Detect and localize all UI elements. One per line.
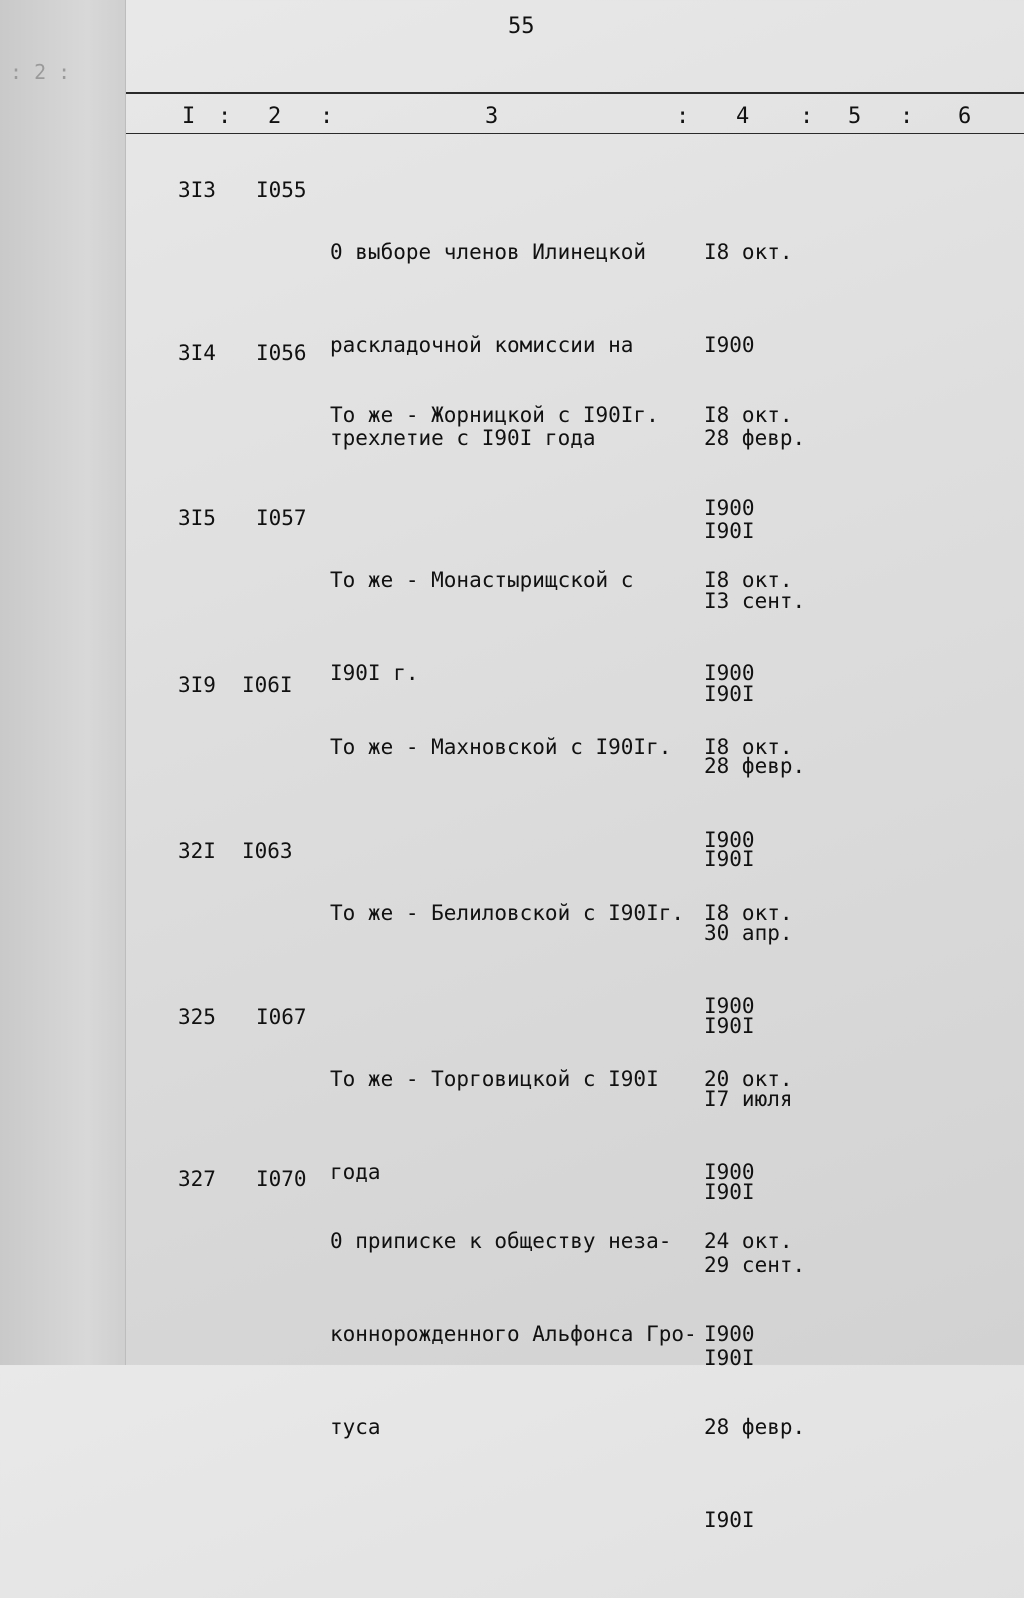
title-line: 0 выборе членов Илинецкой: [330, 240, 647, 264]
title-line: 0 приписке к обществу неза-: [330, 1229, 672, 1253]
title-line: туса: [330, 1415, 381, 1439]
file-number: I06I: [242, 673, 293, 697]
left-page-edge: [0, 0, 126, 1365]
row-title: [330, 670, 671, 825]
start-date: I8 окт.: [704, 568, 793, 592]
title-line: трехлетие с I90I года: [330, 426, 596, 450]
title-line: То же - Махновской с I90Iг.: [330, 735, 672, 759]
end-date: 28 февр.: [704, 426, 806, 450]
start-date: 24 окт.: [704, 1229, 793, 1253]
start-year: I900: [704, 333, 755, 357]
row-title: [330, 1164, 697, 1505]
start-year: I900: [704, 661, 755, 685]
end-date: 29 сент.: [704, 1253, 806, 1277]
end-year: I90I: [704, 682, 755, 706]
end-year: I90I: [704, 847, 755, 871]
row-number: 32I: [178, 839, 216, 863]
start-year: I900: [704, 994, 755, 1018]
row-number: 327: [178, 1167, 216, 1191]
col-sep-2: :: [320, 104, 334, 129]
col-header-5: 5: [848, 104, 862, 129]
col-header-6: 6: [958, 104, 972, 129]
title-line: То же - Торговицкой с I90I: [330, 1067, 659, 1091]
start-date: I8 окт.: [704, 901, 793, 925]
end-year: I90I: [704, 1346, 755, 1370]
col-header-1: I: [182, 104, 196, 129]
file-number: I067: [256, 1005, 307, 1029]
start-date: 20 окт.: [704, 1067, 793, 1091]
file-number: I055: [256, 178, 307, 202]
start-date: I8 окт.: [704, 403, 793, 427]
title-line: То же - Жорницкой с I90Iг.: [330, 403, 659, 427]
end-date: 28 февр.: [704, 1415, 806, 1439]
col-header-4: 4: [736, 104, 750, 129]
start-year: I900: [704, 1160, 755, 1184]
start-year: I900: [704, 496, 755, 520]
file-number: I057: [256, 506, 307, 530]
start-year: I900: [704, 1322, 755, 1346]
row-number: 325: [178, 1005, 216, 1029]
col-sep-3: :: [676, 104, 690, 129]
row-title: [330, 338, 659, 493]
row-dates: [704, 1164, 805, 1598]
row-number: 3I3: [178, 178, 216, 202]
title-line: То же - Монастырищской с: [330, 568, 634, 592]
end-year: I90I: [704, 1180, 755, 1204]
row-number: 3I5: [178, 506, 216, 530]
end-date: 28 февр.: [704, 754, 806, 778]
end-year: I90I: [704, 1014, 755, 1038]
header-rule-top: [126, 92, 1024, 94]
start-year: I900: [704, 828, 755, 852]
col-header-3: 3: [485, 104, 499, 129]
row-title: [330, 836, 684, 991]
header-rule-bottom: [126, 133, 1024, 134]
col-sep-1: :: [218, 104, 232, 129]
title-line: коннорожденного Альфонса Гро-: [330, 1322, 697, 1346]
title-line: года: [330, 1160, 381, 1184]
title-line: То же - Белиловской с I90Iг.: [330, 901, 685, 925]
row-number: 3I4: [178, 341, 216, 365]
end-date: 30 апр.: [704, 921, 793, 945]
end-date: I7 июля: [704, 1087, 793, 1111]
file-number: I063: [242, 839, 293, 863]
title-line: раскладочной комиссии на: [330, 333, 634, 357]
col-sep-5: :: [900, 104, 914, 129]
row-number: 3I9: [178, 673, 216, 697]
end-year: I90I: [704, 519, 755, 543]
col-sep-4: :: [800, 104, 814, 129]
end-date: I3 сент.: [704, 589, 806, 613]
start-date: I8 окт.: [704, 735, 793, 759]
file-number: I070: [256, 1167, 307, 1191]
start-date: I8 окт.: [704, 240, 793, 264]
col-header-2: 2: [268, 104, 282, 129]
file-number: I056: [256, 341, 307, 365]
end-year: I90I: [704, 1508, 755, 1532]
left-page-header: : 2 :: [10, 60, 71, 84]
page-number: 55: [508, 14, 535, 39]
title-line: I90I г.: [330, 661, 419, 685]
